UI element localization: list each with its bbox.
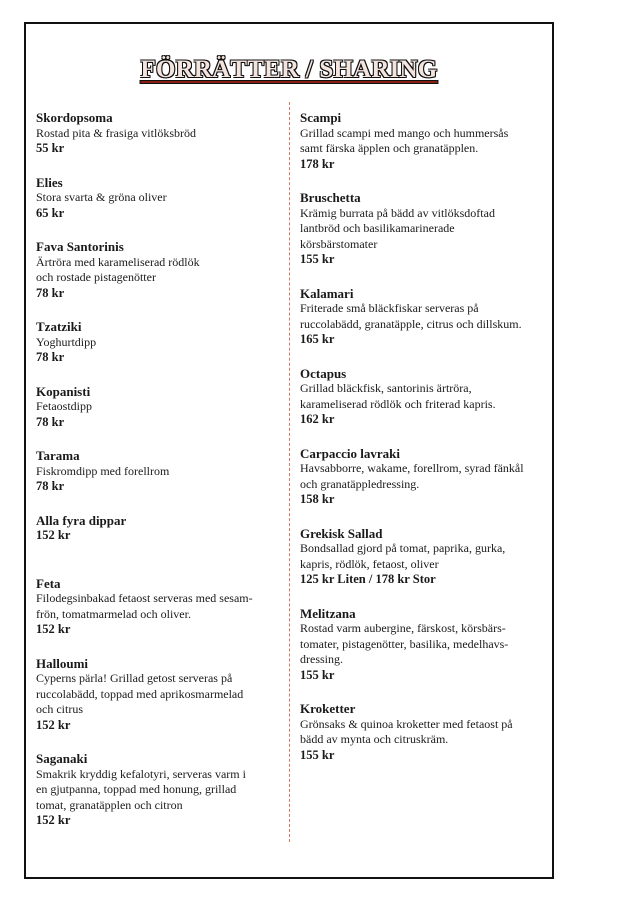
menu-item (300, 606, 546, 684)
menu-item (300, 110, 546, 172)
item-name: Feta (36, 575, 61, 591)
item-description: Yoghurtdipp (36, 334, 97, 349)
menu-item (36, 239, 281, 301)
menu-item (300, 701, 546, 763)
item-name: Grekisk Sallad (300, 525, 383, 541)
item-description: Friterade små bläckfiskar serveras på (300, 301, 479, 315)
item-price: 78 kr (36, 285, 65, 300)
item-price: 55 kr (36, 141, 65, 155)
menu-item (300, 446, 546, 508)
item-name: Fava Santorinis (36, 239, 124, 254)
page-title: FÖRRÄTTER / SHARING (140, 56, 438, 83)
item-name: Skordopsoma (36, 110, 113, 125)
item-description: Fetaostdipp (36, 399, 92, 413)
item-price: 152 kr (36, 813, 71, 827)
item-description: ruccolabädd, granatäpple, citrus och dillskum. (300, 316, 522, 331)
menu-item (36, 576, 281, 638)
item-price: 162 kr (300, 412, 335, 426)
item-price: 155 kr (300, 667, 335, 682)
item-description: Ärtröra med karameliserad rödlök (36, 254, 200, 269)
item-description: Fiskromdipp med forellrom (36, 463, 170, 478)
item-description: Stora svarta & gröna oliver (36, 190, 167, 204)
item-price: 155 kr (300, 252, 335, 266)
right-column (300, 110, 546, 781)
item-price: 158 kr (300, 492, 335, 506)
item-description: en gjutpanna, toppad med honung, grillad (36, 782, 237, 796)
menu-item (36, 110, 281, 157)
item-description: Grillad scampi med mango och hummersås (300, 125, 509, 140)
item-name: Halloumi (36, 655, 89, 671)
menu-item (36, 448, 281, 495)
item-description: och rostade pistagenötter (36, 270, 156, 284)
item-price: 78 kr (36, 414, 65, 429)
item-name: Kopanisti (36, 383, 91, 399)
item-description: tomat, granatäpplen och citron (36, 797, 183, 812)
item-description: Smakrik kryddig kefalotyri, serveras varm i (36, 766, 246, 781)
item-description: bädd av mynta och citruskräm. (300, 732, 449, 746)
item-price: 165 kr (300, 332, 335, 346)
item-description: samt färska äpplen och granatäpplen. (300, 141, 479, 155)
column-divider (289, 102, 290, 842)
menu-item (300, 286, 546, 348)
item-description: Rostad varm aubergine, färskost, körsbärs- (300, 621, 506, 635)
menu-item (36, 175, 281, 222)
item-name: Melitzana (300, 605, 356, 621)
item-description: Filodegsinbakad fetaost serveras med sesam- (36, 591, 253, 605)
menu-item (36, 384, 281, 431)
item-name: Bruschetta (300, 190, 361, 205)
item-price: 78 kr (36, 350, 65, 364)
item-price: 152 kr (36, 528, 71, 542)
item-name: Octapus (300, 365, 347, 381)
item-name: Kalamari (300, 285, 354, 301)
item-price: 78 kr (36, 479, 65, 493)
item-description: Rostad pita & frasiga vitlöksbröd (36, 125, 196, 140)
item-price: 152 kr (36, 717, 71, 732)
menu-item (300, 526, 546, 588)
item-name: Saganaki (36, 751, 88, 766)
menu-item (36, 319, 281, 366)
item-description: frön, tomatmarmelad och oliver. (36, 606, 191, 621)
item-description: Bondsallad gjord på tomat, paprika, gurka, (300, 541, 506, 555)
item-price: 65 kr (36, 205, 65, 220)
item-name: Alla fyra dippar (36, 512, 127, 528)
item-price: 152 kr (36, 622, 71, 636)
item-name: Tzatziki (36, 319, 82, 334)
item-description: körsbärstomater (300, 236, 378, 251)
item-description: dressing. (300, 652, 343, 666)
menu-item (36, 513, 281, 544)
item-name: Elies (36, 174, 63, 190)
item-price: 178 kr (300, 156, 335, 171)
item-description: Grillad bläckfisk, santorinis ärtröra, (300, 381, 472, 395)
item-description: kapris, rödlök, fetaost, oliver (300, 556, 439, 571)
menu-item (36, 751, 281, 829)
item-name: Tarama (36, 448, 80, 463)
item-name: Carpaccio lavraki (300, 445, 401, 461)
menu-item (300, 366, 546, 428)
menu-item (36, 656, 281, 734)
item-description: ruccolabädd, toppad med aprikosmarmelad (36, 686, 244, 701)
item-description: och granatäppledressing. (300, 476, 420, 491)
item-description: karameliserad rödlök och friterad kapris. (300, 396, 496, 411)
left-column (36, 110, 281, 847)
item-price: 125 kr Liten / 178 kr Stor (300, 572, 436, 586)
item-description: Havsabborre, wakame, forellrom, syrad fänkål (300, 461, 524, 475)
item-description: och citrus (36, 702, 83, 716)
item-name: Scampi (300, 110, 342, 125)
item-price: 155 kr (300, 747, 335, 762)
item-description: lantbröd och basilikamarinerade (300, 221, 455, 235)
item-name: Kroketter (300, 701, 356, 716)
item-description: Krämig burrata på bädd av vitlöksdoftad (300, 205, 495, 220)
menu-item (300, 190, 546, 268)
item-description: Grönsaks & quinoa kroketter med fetaost på (300, 716, 513, 731)
item-description: Cyperns pärla! Grillad getost serveras på (36, 671, 233, 685)
item-description: tomater, pistagenötter, basilika, medelhavs- (300, 636, 509, 651)
